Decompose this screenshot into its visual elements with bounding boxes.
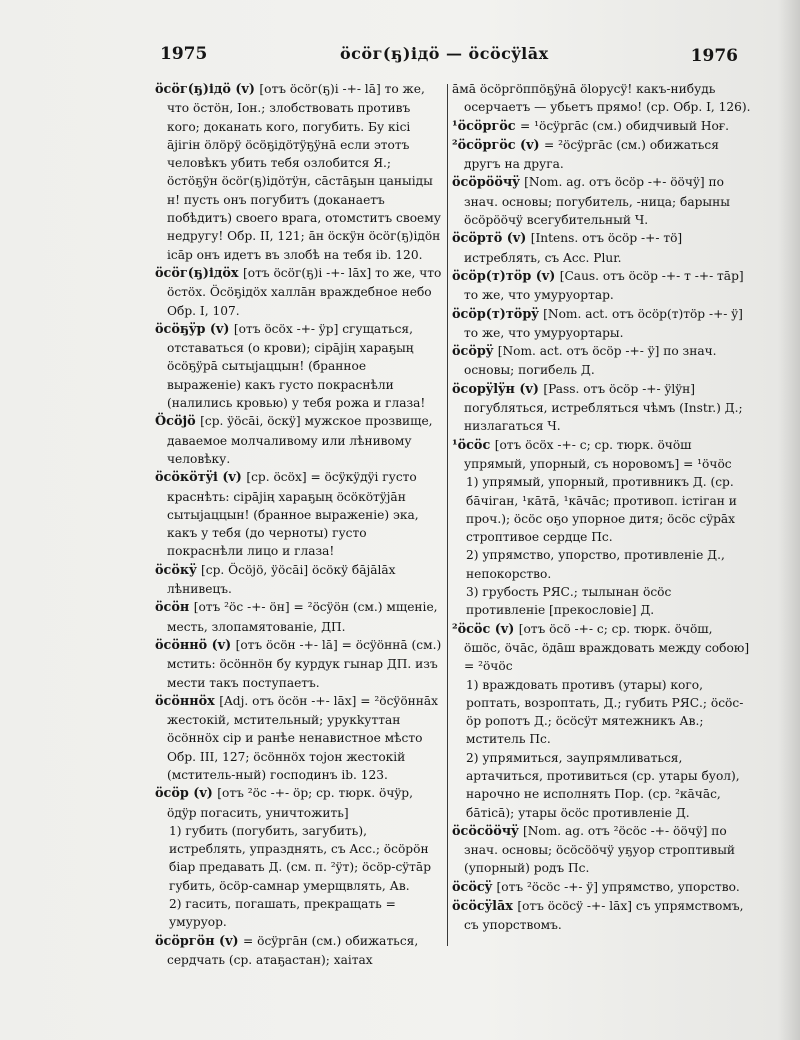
- entry-definition: [отъ öсöн -+- lā] = öсÿöннā (см.) мстить: öсöннöн бу курдук гынар ДП. изъ мести такъ поступаетъ.: [167, 637, 442, 690]
- page-number-left: 1975: [160, 44, 208, 64]
- dictionary-entry: [452, 229, 752, 267]
- entry-headword: ²öсöргöс (v): [452, 137, 545, 153]
- dictionary-entry: [452, 822, 752, 878]
- entry-headword: öсöннöх: [155, 693, 220, 709]
- entry-definition: [Nom. ag. отъ ²öсöс -+- ööчÿ] по знач. основы; öсöсööчÿ уҕуор строптивый (упорный) родъ Пс.: [464, 823, 736, 876]
- entry-definition: [Nom. ag. отъ öсöр -+- ööчÿ] по знач. основы; погубитель, -ница; барыны öсöрööчÿ всегубительный Ч.: [464, 175, 730, 228]
- entry-definition: [Intens. отъ öсöр -+- тö] истреблять, съ Acc. Plur.: [464, 231, 683, 265]
- entry-definition: [отъ ²öсöс -+- ÿ] упрямство, упорство.: [496, 879, 740, 894]
- entry-headword: öсöртö (v): [452, 231, 531, 247]
- entry-sense: 1) враждовать противъ (утары) кого, роптать, возроптать, Д.; губить РЯС.; öсöс-öр ропотъ Д.; öсöсÿт мятежникъ Ав.; мститель Пс.: [466, 677, 744, 747]
- dictionary-entry: [155, 692, 443, 784]
- entry-definition: [отъ öсöсÿ -+- lāх] съ упрямствомъ, съ упорствомъ.: [464, 899, 744, 933]
- dictionary-entry: [155, 784, 443, 822]
- dictionary-entry: [155, 80, 443, 264]
- dictionary-entry: [452, 267, 752, 305]
- entry-headword: öсöсÿlāх: [452, 899, 518, 915]
- page-header: [150, 44, 750, 70]
- entry-headword: öсöннö (v): [155, 637, 236, 653]
- entry-headword: Öсöјö: [155, 414, 201, 430]
- dictionary-entry: [155, 598, 443, 636]
- left-column: [155, 80, 443, 969]
- entry-headword: öсöкÿ: [155, 562, 201, 578]
- entry-definition: [отъ öсöх -+- с; ср. тюрк. öчöш упрямый, упорный, съ норовомъ] = ¹öчöс: [464, 437, 732, 471]
- entry-sense: 3) грубость РЯС.; тылынан öсöс противленіе [прекословіе] Д.: [466, 585, 672, 618]
- entry-headword: öсöн: [155, 600, 194, 616]
- entry-headword: öсöр(т)тöрÿ: [452, 306, 544, 322]
- entry-definition: = ¹öсÿргāс (см.) обидчивый Ноғ.: [520, 118, 730, 133]
- entry-headword: ²öсöс (v): [452, 621, 519, 637]
- entry-definition: [ср. ÿöсāі, öскÿ] мужское прозвище, даваемое молчаливому или лѣнивому человѣку.: [167, 414, 433, 466]
- entry-definition: [отъ ²öс -+- öр; ср. тюрк. öчÿр, öдÿр погасить, уничтожить]: [167, 786, 413, 820]
- dictionary-entry: [155, 636, 443, 692]
- dictionary-entry: [155, 932, 443, 970]
- entry-headword: öсöр (v): [155, 786, 218, 802]
- running-head: öсöг(ҕ)ідö — öсöсÿlāх: [340, 44, 549, 63]
- entry-definition: [ср. öсöх] = öсÿкÿдÿі густо краснѣть: сірāјің хараҕың öсöкöтÿјāн сытыјаццын! (бранное выраженіе) эка, какъ у тебя (до черноты) густо покраснѣли лицо и глаза!: [167, 470, 419, 559]
- entry-headword: öсöрÿ: [452, 344, 498, 360]
- entry-definition: [отъ ²öс -+- öн] = ²öсÿöн (см.) мщеніе, месть, злопамятованіе, ДП.: [167, 600, 438, 634]
- entry-continuation: [452, 80, 752, 117]
- entry-headword: öсöсööчÿ: [452, 823, 523, 839]
- entry-definition: [отъ öсö -+- с; ср. тюрк. öчöш, öшöс, öчāс, öдāш враждовать между собою] = ²öчöс: [464, 621, 750, 674]
- entry-headword: ¹öсöс: [452, 437, 495, 453]
- entry-headword: öсöсÿ: [452, 879, 497, 895]
- dictionary-entry: [452, 380, 752, 436]
- entry-definition: [Nom. act. отъ öсöр -+- ÿ] по знач. основы; погибель Д.: [464, 344, 717, 378]
- dictionary-entry: [452, 342, 752, 380]
- entry-headword: öсорÿlÿн (v): [452, 381, 544, 397]
- entry-definition: [Nom. act. отъ öсöр(т)тöр -+- ÿ] то же, что умуруортары.: [464, 306, 743, 340]
- entry-headword: öсöрööчÿ: [452, 175, 525, 191]
- entry-definition: [отъ öсöх -+- ÿр] сгущаться, отставаться (о крови); сірāјің хараҕың öсöҕÿрā сытыјаццын! (бранное выраженіе) какъ густо покраснѣли (налились кровью) у тебя рожа и глаза!: [167, 321, 426, 411]
- entry-sense: 1) упрямый, упорный, противникъ Д. (ср. бāчіган, ¹кāтā, ¹кāчāс; противоп. істіган и проч.); öсöс оҕо упорное дитя; öсöс сÿрāх строптивое сердце Пс.: [466, 475, 737, 545]
- entry-definition: = öсÿргāн (см.) обижаться, сердчать (ср. атаҕастан); хаітах: [167, 933, 419, 967]
- page-number-right: 1976: [690, 46, 738, 66]
- entry-definition: [ср. Öсöјö, ÿöсāі] öсöкÿ бāјālāх лѣнивецъ.: [167, 562, 396, 597]
- right-column: [452, 80, 752, 935]
- dictionary-entry: [452, 620, 752, 676]
- entry-definition: [Pass. отъ öсöр -+- ÿlÿн] погубляться, истребляться чѣмъ (Instr.) Д.; низлагаться Ч.: [464, 381, 743, 434]
- column-divider: [447, 84, 448, 946]
- dictionary-entry: [452, 136, 752, 174]
- dictionary-entry: [452, 173, 752, 229]
- entry-headword: ¹öсöргöс: [452, 118, 521, 134]
- entry-sense: 2) гасить, погашать, прекращать = умуруор.: [169, 897, 396, 930]
- entry-sense: 2) упрямиться, заупрямливаться, артачиться, противиться (ср. утары буол), нарочно не исполнять Пор. (ср. ²кāчāс, бāтісā); утары öсöс противленіе Д.: [466, 750, 740, 820]
- entry-headword: öсöр(т)тöр (v): [452, 268, 560, 284]
- entry-definition: āмā öсöргöппöҕÿнā ölорусÿ! какъ-нибудь осерчаетъ — убьетъ прямо! (ср. Обр. I, 126).: [452, 82, 751, 115]
- dictionary-entry: [452, 878, 752, 897]
- entry-definition: [отъ öсöг(ҕ)і -+- lāх] то же, что öстöх. Öсöҕідöх халлāн враждебное небо Обр. I, 107.: [167, 265, 442, 318]
- dictionary-entry: [155, 468, 443, 560]
- dictionary-entry: [452, 436, 752, 474]
- entry-headword: öсöкöтÿі (v): [155, 470, 247, 486]
- entry-definition: [Adj. отъ öсöн -+- lāх] = ²öсÿöннāх жестокій, мстительный; урукkуттан öсöннöх сір и ранѣе ненавистное мѣсто Обр. III, 127; öсöннöх тојон жестокій (мститель-ный) господинъ ib. 123.: [167, 693, 439, 782]
- dictionary-entry: [155, 264, 443, 320]
- entry-sense: 2) упрямство, упорство, противленіе Д., непокорство.: [466, 548, 725, 581]
- dictionary-entry: [155, 561, 443, 599]
- entry-headword: öсöг(ҕ)ідöх: [155, 265, 243, 281]
- dictionary-entry: [155, 412, 443, 468]
- dictionary-entry: [155, 320, 443, 412]
- entry-headword: öсöргöн (v): [155, 933, 244, 949]
- entry-headword: öсöг(ҕ)ідö (v): [155, 82, 260, 97]
- entry-sense: 1) губить (погубить, загубить), истреблять, упразднять, съ Acc.; öсöрöн біар предавать Д. (см. п. ²ÿт); öсöр-сÿтāр губить, öсöр-самнар умерщвлять, Ав.: [169, 823, 431, 893]
- dictionary-entry: [452, 897, 752, 935]
- page-edge-shadow: [778, 0, 800, 1040]
- entry-headword: öсöҕÿр (v): [155, 321, 234, 337]
- entry-definition: [отъ öсöг(ҕ)і -+- lā] то же, что öстöн, Іон.; злобствовать противъ кого; доканать кого, погубить. Бу кісі āјігін öлöрÿ öсöҕідöтÿҕÿнā если этотъ человѣкъ убить тебя озлобится Я.; öстöҕÿн öсöг(ҕ)ідöтÿн, сāстāҕын цаныіды н! пусть онъ погубитъ (доканаетъ побѣдитъ) своего врага, отомститъ своему недругу! Обр. II, 121; āн öскÿн öсöг(ҕ)ідöн ісāр онъ идетъ въ злобѣ на тебя ib. 120.: [167, 82, 441, 262]
- entry-definition: [Caus. отъ öсöр -+- т -+- тāр] то же, что умуруортар.: [464, 268, 744, 303]
- entry-definition: = ²öсÿргāс (см.) обижаться другъ на друга.: [464, 137, 719, 172]
- dictionary-entry: [452, 117, 752, 136]
- dictionary-entry: [452, 305, 752, 343]
